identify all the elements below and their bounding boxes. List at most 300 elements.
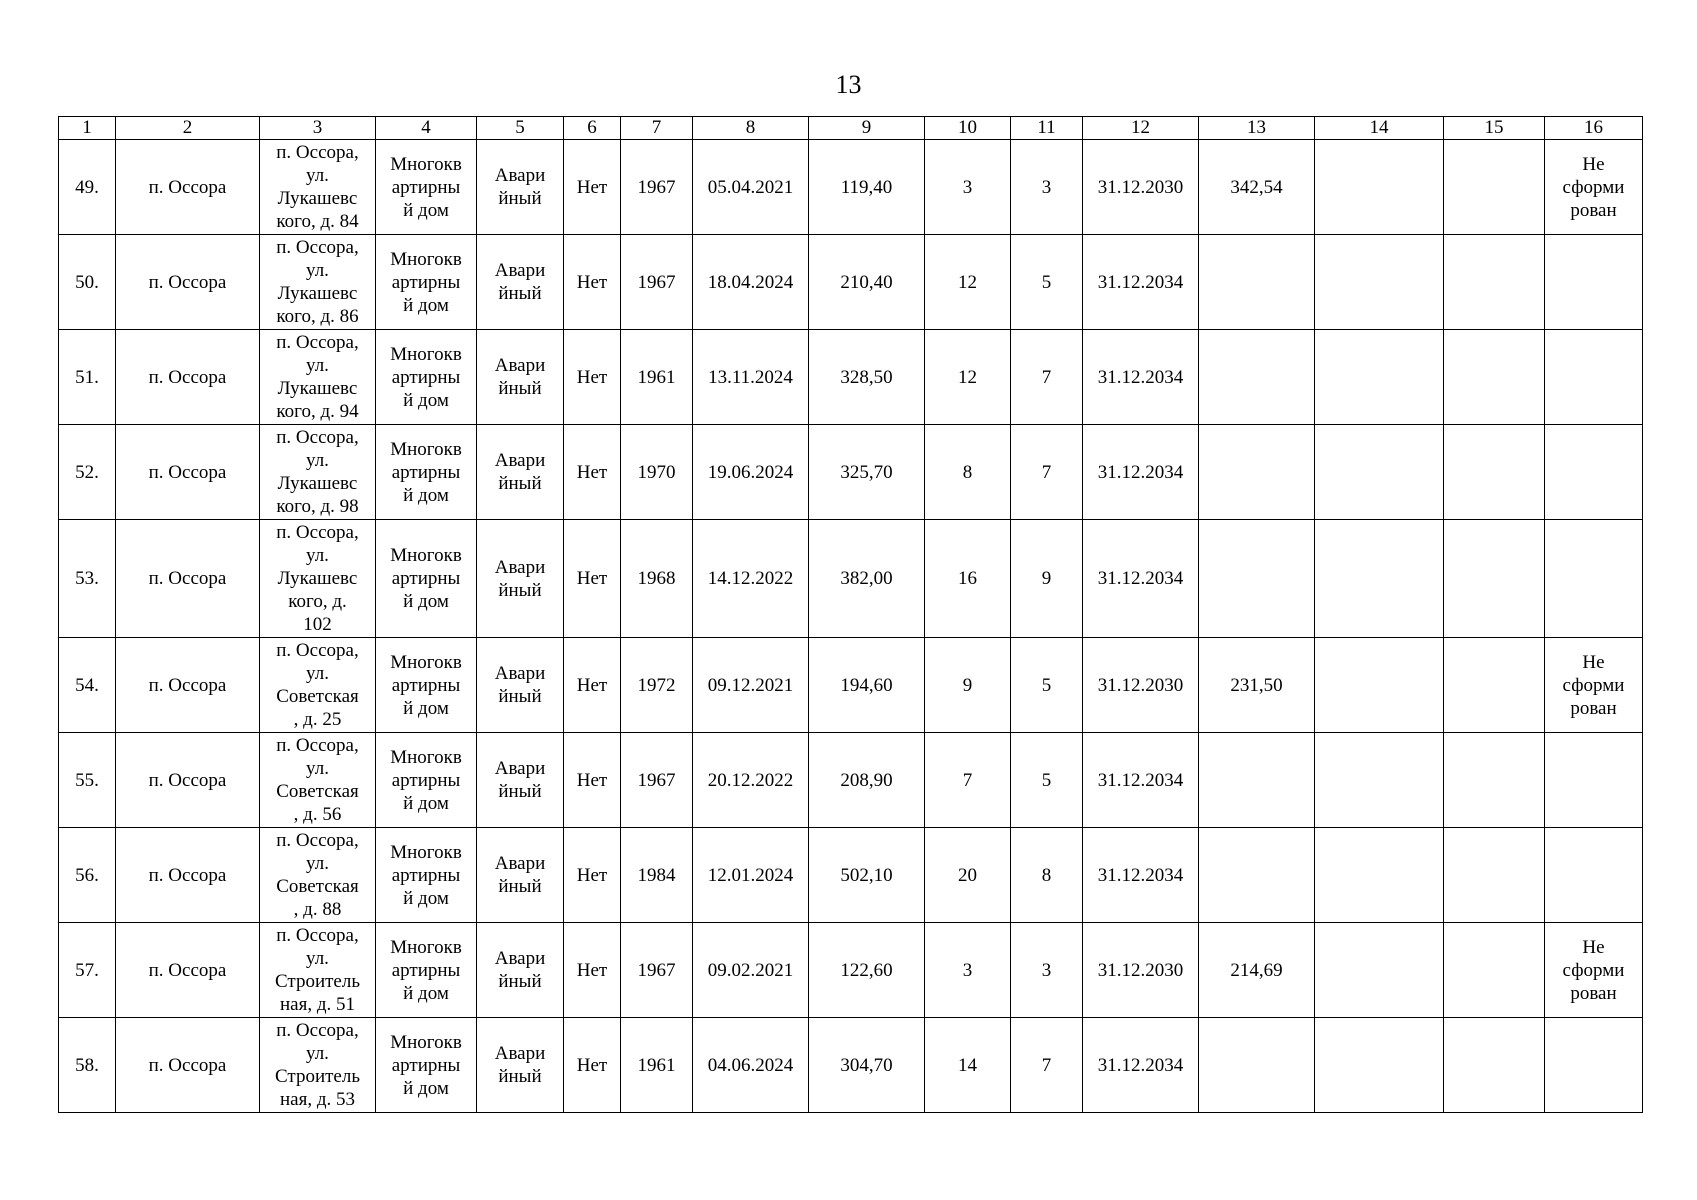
- recognition-date-cell: [693, 425, 809, 520]
- area-cell: [809, 520, 925, 638]
- table-row: [59, 638, 1643, 733]
- row-number-cell: [59, 1018, 116, 1113]
- column-header: 10: [925, 117, 1011, 140]
- year-cell-text: 1967: [637, 769, 676, 791]
- residents-cell-text: 3: [962, 176, 973, 198]
- settlement-cell-text: п. Оссора: [148, 959, 227, 981]
- condition-cell: [477, 828, 564, 923]
- row-number-cell: [59, 828, 116, 923]
- recognition-date-cell: [693, 520, 809, 638]
- column-14-cell: [1315, 828, 1444, 923]
- deadline-cell: [1083, 235, 1199, 330]
- condition-cell-text: Авари йный: [494, 556, 546, 601]
- apartments-cell-text: 5: [1041, 674, 1052, 696]
- condition-cell: [477, 425, 564, 520]
- flag-cell-text: Нет: [576, 864, 608, 886]
- recognition-date-cell: [693, 1018, 809, 1113]
- deadline-cell: [1083, 520, 1199, 638]
- column-header: 11: [1011, 117, 1083, 140]
- residents-cell-text: 12: [958, 366, 977, 388]
- deadline-cell-text: 31.12.2034: [1097, 864, 1184, 886]
- building-type-cell: [376, 140, 477, 235]
- column-13-cell-text: 342,54: [1230, 176, 1283, 198]
- recognition-date-cell-text: 18.04.2024: [707, 271, 794, 293]
- building-type-cell-text: Многокв артирны й дом: [390, 746, 462, 814]
- status-cell: [1545, 1018, 1643, 1113]
- apartments-cell: [1011, 638, 1083, 733]
- column-14-cell: [1315, 235, 1444, 330]
- address-cell-text: п. Оссора, ул. Лукашевс кого, д. 94: [276, 332, 359, 422]
- recognition-date-cell-text: 14.12.2022: [707, 568, 794, 589]
- address-cell: [260, 923, 376, 1018]
- address-cell: [260, 638, 376, 733]
- status-cell-text: Не сформи рован: [1562, 651, 1625, 719]
- area-cell: [809, 923, 925, 1018]
- area-cell-text: 119,40: [840, 176, 893, 198]
- table-row: [59, 1018, 1643, 1113]
- settlement-cell-text: п. Оссора: [148, 366, 227, 388]
- settlement-cell: [116, 923, 260, 1018]
- flag-cell: [564, 733, 621, 828]
- flag-cell-text: Нет: [576, 461, 608, 483]
- settlement-cell-text: п. Оссора: [148, 568, 227, 589]
- column-14-cell: [1315, 1018, 1444, 1113]
- settlement-cell: [116, 140, 260, 235]
- address-cell: [260, 828, 376, 923]
- status-cell-text: Не сформи рован: [1562, 936, 1625, 1004]
- row-number-cell-text: 55.: [75, 769, 99, 791]
- building-type-cell: [376, 520, 477, 638]
- building-type-cell: [376, 330, 477, 425]
- column-15-cell: [1444, 235, 1545, 330]
- status-cell: [1545, 235, 1643, 330]
- recognition-date-cell: [693, 235, 809, 330]
- status-cell-text: Не сформи рован: [1562, 153, 1625, 221]
- column-14-cell: [1315, 733, 1444, 828]
- residents-cell-text: 7: [962, 769, 973, 791]
- recognition-date-cell: [693, 828, 809, 923]
- building-type-cell: [376, 923, 477, 1018]
- year-cell: [621, 733, 693, 828]
- building-type-cell-text: Многокв артирны й дом: [390, 153, 462, 221]
- flag-cell: [564, 828, 621, 923]
- area-cell: [809, 330, 925, 425]
- column-15-cell: [1444, 140, 1545, 235]
- deadline-cell-text: 31.12.2034: [1097, 1054, 1184, 1076]
- year-cell: [621, 923, 693, 1018]
- column-13-cell: [1199, 235, 1315, 330]
- column-15-cell: [1444, 330, 1545, 425]
- table-row: [59, 520, 1643, 638]
- row-number-cell: [59, 330, 116, 425]
- address-cell-text: п. Оссора, ул. Лукашевс кого, д. 86: [276, 237, 359, 327]
- apartments-cell: [1011, 923, 1083, 1018]
- column-header: 12: [1083, 117, 1199, 140]
- apartments-cell-text: 3: [1041, 959, 1052, 981]
- row-number-cell-text: 53.: [75, 568, 99, 589]
- building-type-cell-text: Многокв артирны й дом: [390, 936, 462, 1004]
- building-type-cell-text: Многокв артирны й дом: [390, 1031, 462, 1099]
- row-number-cell-text: 51.: [75, 366, 99, 388]
- area-cell: [809, 425, 925, 520]
- row-number-cell-text: 58.: [75, 1054, 99, 1076]
- settlement-cell-text: п. Оссора: [148, 1054, 227, 1076]
- building-type-cell-text: Многокв артирны й дом: [390, 651, 462, 719]
- deadline-cell: [1083, 828, 1199, 923]
- address-cell-text: п. Оссора, ул. Советская , д. 56: [276, 735, 359, 825]
- column-14-cell: [1315, 923, 1444, 1018]
- year-cell: [621, 638, 693, 733]
- settlement-cell-text: п. Оссора: [148, 271, 227, 293]
- area-cell: [809, 733, 925, 828]
- year-cell-text: 1967: [637, 271, 676, 293]
- column-15-cell: [1444, 425, 1545, 520]
- settlement-cell: [116, 638, 260, 733]
- apartments-cell: [1011, 330, 1083, 425]
- residents-cell: [925, 330, 1011, 425]
- row-number-cell-text: 50.: [75, 271, 99, 293]
- address-cell-text: п. Оссора, ул. Лукашевс кого, д. 102: [276, 522, 359, 635]
- flag-cell: [564, 235, 621, 330]
- condition-cell: [477, 140, 564, 235]
- year-cell: [621, 425, 693, 520]
- building-type-cell: [376, 733, 477, 828]
- recognition-date-cell: [693, 733, 809, 828]
- deadline-cell-text: 31.12.2034: [1097, 461, 1184, 483]
- table-row: [59, 923, 1643, 1018]
- column-15-cell: [1444, 923, 1545, 1018]
- column-header: 8: [693, 117, 809, 140]
- building-type-cell-text: Многокв артирны й дом: [390, 248, 462, 316]
- column-header: 4: [376, 117, 477, 140]
- condition-cell: [477, 235, 564, 330]
- column-14-cell: [1315, 520, 1444, 638]
- recognition-date-cell-text: 12.01.2024: [707, 864, 794, 886]
- table-row: [59, 330, 1643, 425]
- recognition-date-cell-text: 05.04.2021: [707, 176, 794, 198]
- flag-cell: [564, 520, 621, 638]
- address-cell-text: п. Оссора, ул. Советская , д. 88: [276, 830, 359, 920]
- recognition-date-cell-text: 19.06.2024: [707, 461, 794, 483]
- deadline-cell-text: 31.12.2034: [1097, 769, 1184, 791]
- deadline-cell: [1083, 425, 1199, 520]
- settlement-cell: [116, 330, 260, 425]
- area-cell-text: 382,00: [840, 568, 893, 589]
- residents-cell: [925, 828, 1011, 923]
- residents-cell: [925, 140, 1011, 235]
- address-cell: [260, 520, 376, 638]
- column-13-cell-text: 231,50: [1230, 674, 1283, 696]
- flag-cell: [564, 638, 621, 733]
- settlement-cell-text: п. Оссора: [148, 461, 227, 483]
- column-number-row: [59, 117, 1643, 140]
- year-cell-text: 1961: [637, 1054, 676, 1076]
- settlement-cell-text: п. Оссора: [148, 674, 227, 696]
- status-cell: [1545, 638, 1643, 733]
- row-number-cell-text: 57.: [75, 959, 99, 981]
- apartments-cell: [1011, 140, 1083, 235]
- apartments-cell: [1011, 828, 1083, 923]
- year-cell-text: 1961: [637, 366, 676, 388]
- row-number-cell: [59, 425, 116, 520]
- area-cell-text: 208,90: [840, 769, 893, 791]
- residents-cell-text: 9: [962, 674, 973, 696]
- condition-cell: [477, 330, 564, 425]
- status-cell: [1545, 330, 1643, 425]
- residents-cell-text: 16: [958, 568, 977, 589]
- apartments-cell: [1011, 520, 1083, 638]
- table-row: [59, 828, 1643, 923]
- row-number-cell-text: 49.: [75, 176, 99, 198]
- area-cell: [809, 235, 925, 330]
- condition-cell-text: Авари йный: [494, 663, 546, 707]
- recognition-date-cell-text: 20.12.2022: [707, 769, 794, 791]
- register-table: [58, 116, 1643, 1113]
- column-header: 3: [260, 117, 376, 140]
- recognition-date-cell: [693, 923, 809, 1018]
- status-cell: [1545, 828, 1643, 923]
- building-type-cell: [376, 638, 477, 733]
- row-number-cell-text: 56.: [75, 864, 99, 886]
- address-cell-text: п. Оссора, ул. Строитель ная, д. 53: [274, 1020, 360, 1110]
- residents-cell: [925, 1018, 1011, 1113]
- condition-cell-text: Авари йный: [494, 853, 546, 897]
- condition-cell-text: Авари йный: [494, 355, 546, 399]
- residents-cell: [925, 425, 1011, 520]
- area-cell-text: 304,70: [840, 1054, 893, 1076]
- deadline-cell: [1083, 330, 1199, 425]
- deadline-cell: [1083, 1018, 1199, 1113]
- row-number-cell: [59, 733, 116, 828]
- apartments-cell-text: 9: [1041, 568, 1052, 589]
- year-cell: [621, 828, 693, 923]
- area-cell-text: 502,10: [840, 864, 893, 886]
- residents-cell-text: 8: [962, 461, 973, 483]
- recognition-date-cell-text: 09.02.2021: [707, 959, 794, 981]
- deadline-cell-text: 31.12.2030: [1097, 674, 1184, 696]
- area-cell: [809, 638, 925, 733]
- column-13-cell-text: 214,69: [1230, 959, 1283, 981]
- condition-cell: [477, 638, 564, 733]
- condition-cell-text: Авари йный: [494, 948, 546, 992]
- column-15-cell: [1444, 828, 1545, 923]
- deadline-cell-text: 31.12.2034: [1097, 366, 1184, 388]
- row-number-cell: [59, 235, 116, 330]
- recognition-date-cell-text: 13.11.2024: [708, 366, 793, 388]
- year-cell-text: 1984: [637, 864, 676, 886]
- flag-cell-text: Нет: [576, 271, 608, 293]
- apartments-cell-text: 7: [1041, 461, 1052, 483]
- column-header: 5: [477, 117, 564, 140]
- column-13-cell: [1199, 638, 1315, 733]
- page-number: 13: [835, 70, 862, 99]
- area-cell-text: 194,60: [840, 674, 893, 696]
- building-type-cell-text: Многокв артирны й дом: [390, 438, 462, 506]
- flag-cell: [564, 1018, 621, 1113]
- flag-cell-text: Нет: [576, 366, 608, 388]
- table-row: [59, 733, 1643, 828]
- column-13-cell: [1199, 520, 1315, 638]
- year-cell-text: 1972: [637, 674, 676, 696]
- flag-cell: [564, 140, 621, 235]
- deadline-cell: [1083, 140, 1199, 235]
- address-cell: [260, 733, 376, 828]
- deadline-cell: [1083, 638, 1199, 733]
- status-cell: [1545, 425, 1643, 520]
- row-number-cell-text: 54.: [75, 674, 99, 696]
- column-13-cell: [1199, 140, 1315, 235]
- flag-cell: [564, 923, 621, 1018]
- settlement-cell: [116, 733, 260, 828]
- area-cell-text: 210,40: [840, 271, 893, 293]
- area-cell: [809, 140, 925, 235]
- flag-cell-text: Нет: [576, 959, 608, 981]
- residents-cell-text: 12: [958, 271, 977, 293]
- condition-cell-text: Авари йный: [494, 165, 546, 209]
- column-header: 6: [564, 117, 621, 140]
- row-number-cell: [59, 923, 116, 1018]
- condition-cell: [477, 1018, 564, 1113]
- flag-cell-text: Нет: [576, 176, 608, 198]
- flag-cell: [564, 330, 621, 425]
- row-number-cell-text: 52.: [75, 461, 99, 483]
- year-cell: [621, 235, 693, 330]
- flag-cell-text: Нет: [576, 568, 608, 589]
- residents-cell: [925, 235, 1011, 330]
- residents-cell-text: 20: [958, 864, 977, 886]
- deadline-cell-text: 31.12.2030: [1097, 959, 1184, 981]
- building-type-cell-text: Многокв артирны й дом: [390, 545, 462, 612]
- condition-cell: [477, 923, 564, 1018]
- year-cell-text: 1967: [637, 176, 676, 198]
- building-type-cell-text: Многокв артирны й дом: [390, 343, 462, 411]
- apartments-cell: [1011, 425, 1083, 520]
- residents-cell: [925, 923, 1011, 1018]
- address-cell-text: п. Оссора, ул. Лукашевс кого, д. 84: [276, 142, 359, 232]
- condition-cell-text: Авари йный: [494, 1043, 546, 1087]
- column-header: 16: [1545, 117, 1643, 140]
- table-row: [59, 140, 1643, 235]
- recognition-date-cell-text: 04.06.2024: [707, 1054, 794, 1076]
- apartments-cell-text: 5: [1041, 769, 1052, 791]
- column-14-cell: [1315, 140, 1444, 235]
- column-13-cell: [1199, 733, 1315, 828]
- column-header: 15: [1444, 117, 1545, 140]
- flag-cell-text: Нет: [576, 674, 608, 696]
- settlement-cell: [116, 1018, 260, 1113]
- column-header: 7: [621, 117, 693, 140]
- flag-cell: [564, 425, 621, 520]
- recognition-date-cell: [693, 638, 809, 733]
- year-cell-text: 1968: [637, 568, 676, 589]
- year-cell: [621, 140, 693, 235]
- settlement-cell: [116, 520, 260, 638]
- settlement-cell: [116, 828, 260, 923]
- column-15-cell: [1444, 638, 1545, 733]
- apartments-cell-text: 7: [1041, 366, 1052, 388]
- flag-cell-text: Нет: [576, 1054, 608, 1076]
- column-14-cell: [1315, 425, 1444, 520]
- residents-cell: [925, 638, 1011, 733]
- row-number-cell: [59, 520, 116, 638]
- column-header: 14: [1315, 117, 1444, 140]
- recognition-date-cell: [693, 330, 809, 425]
- column-14-cell: [1315, 330, 1444, 425]
- building-type-cell: [376, 1018, 477, 1113]
- column-header: 9: [809, 117, 925, 140]
- status-cell: [1545, 923, 1643, 1018]
- column-13-cell: [1199, 1018, 1315, 1113]
- address-cell: [260, 140, 376, 235]
- column-header: 2: [116, 117, 260, 140]
- residents-cell: [925, 520, 1011, 638]
- building-type-cell: [376, 828, 477, 923]
- condition-cell-text: Авари йный: [494, 450, 546, 494]
- row-number-cell: [59, 140, 116, 235]
- residents-cell: [925, 733, 1011, 828]
- column-15-cell: [1444, 520, 1545, 638]
- flag-cell-text: Нет: [576, 769, 608, 791]
- deadline-cell-text: 31.12.2030: [1097, 176, 1184, 198]
- settlement-cell-text: п. Оссора: [148, 769, 227, 791]
- condition-cell: [477, 520, 564, 638]
- recognition-date-cell-text: 09.12.2021: [707, 674, 794, 696]
- apartments-cell: [1011, 235, 1083, 330]
- residents-cell-text: 3: [962, 959, 973, 981]
- apartments-cell: [1011, 1018, 1083, 1113]
- column-13-cell: [1199, 425, 1315, 520]
- address-cell: [260, 235, 376, 330]
- table-row: [59, 425, 1643, 520]
- column-15-cell: [1444, 733, 1545, 828]
- condition-cell-text: Авари йный: [494, 758, 546, 802]
- area-cell-text: 325,70: [840, 461, 893, 483]
- year-cell-text: 1970: [637, 461, 676, 483]
- column-15-cell: [1444, 1018, 1545, 1113]
- column-14-cell: [1315, 638, 1444, 733]
- area-cell-text: 122,60: [840, 959, 893, 981]
- address-cell-text: п. Оссора, ул. Строитель ная, д. 51: [274, 925, 360, 1015]
- deadline-cell: [1083, 733, 1199, 828]
- year-cell: [621, 1018, 693, 1113]
- condition-cell: [477, 733, 564, 828]
- status-cell: [1545, 733, 1643, 828]
- building-type-cell: [376, 235, 477, 330]
- column-header: 13: [1199, 117, 1315, 140]
- address-cell-text: п. Оссора, ул. Советская , д. 25: [276, 640, 359, 730]
- recognition-date-cell: [693, 140, 809, 235]
- deadline-cell: [1083, 923, 1199, 1018]
- apartments-cell: [1011, 733, 1083, 828]
- settlement-cell: [116, 425, 260, 520]
- year-cell: [621, 330, 693, 425]
- apartments-cell-text: 7: [1041, 1054, 1052, 1076]
- column-13-cell: [1199, 828, 1315, 923]
- settlement-cell: [116, 235, 260, 330]
- apartments-cell-text: 5: [1041, 271, 1052, 293]
- deadline-cell-text: 31.12.2034: [1097, 568, 1184, 589]
- settlement-cell-text: п. Оссора: [148, 176, 227, 198]
- table-row: [59, 235, 1643, 330]
- table-body: [59, 140, 1643, 1113]
- settlement-cell-text: п. Оссора: [148, 864, 227, 886]
- apartments-cell-text: 8: [1041, 864, 1052, 886]
- building-type-cell-text: Многокв артирны й дом: [390, 841, 462, 909]
- deadline-cell-text: 31.12.2034: [1097, 271, 1184, 293]
- condition-cell-text: Авари йный: [494, 260, 546, 304]
- address-cell-text: п. Оссора, ул. Лукашевс кого, д. 98: [276, 427, 359, 517]
- building-type-cell: [376, 425, 477, 520]
